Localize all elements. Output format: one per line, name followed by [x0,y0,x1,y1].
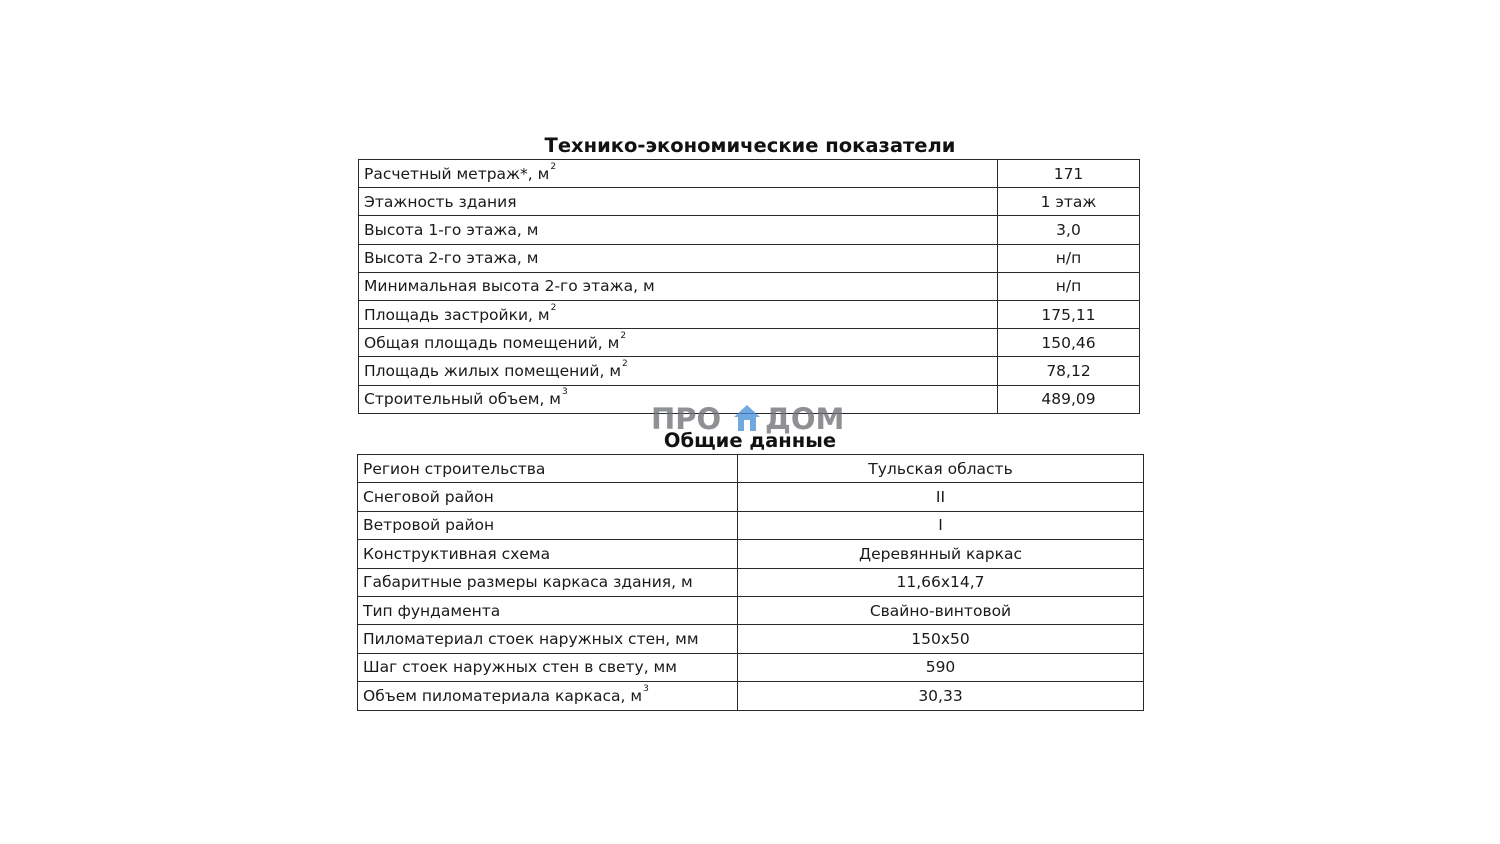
row-label-cell [358,455,738,483]
table-row [359,244,1140,272]
table-row [359,300,1140,328]
row-label: Строительный объем, м [364,390,561,409]
table-row [358,540,1144,568]
row-label: Объем пиломатериала каркаса, м [363,686,643,705]
row-label-cell [359,357,998,385]
row-value: 171 [998,160,1140,188]
unit-exponent: 2 [622,358,628,369]
row-value: н/п [998,244,1140,272]
table-row [358,682,1144,710]
row-label-cell [359,216,998,244]
row-label-cell [359,160,998,188]
row-label: Пиломатериал стоек наружных стен, мм [363,630,699,649]
row-label: Высота 2-го этажа, м [364,249,539,268]
row-label: Снеговой район [363,488,494,507]
table-row [358,568,1144,596]
table-row [359,329,1140,357]
tech-econ-table [358,159,1140,414]
row-label: Высота 1-го этажа, м [364,220,539,239]
row-value: Свайно-винтовой [738,596,1144,624]
row-value: 1 этаж [998,188,1140,216]
table-row [358,596,1144,624]
row-label: Площадь застройки, м [364,305,550,324]
row-label-cell [358,682,738,710]
row-label-cell [359,188,998,216]
watermark-text-right: ДОМ [765,402,845,436]
table-row [359,216,1140,244]
row-value: 489,09 [998,385,1140,413]
general-data-title: Общие данные [663,429,837,452]
row-label-cell [358,511,738,539]
table-row [358,483,1144,511]
unit-exponent: 3 [562,387,568,398]
table-row [359,272,1140,300]
row-value: 11,66x14,7 [738,568,1144,596]
row-label-cell [359,272,998,300]
row-label: Регион строительства [363,459,546,478]
row-value: 150,46 [998,329,1140,357]
table-row [359,160,1140,188]
row-label: Площадь жилых помещений, м [364,361,622,380]
row-label: Этажность здания [364,192,517,211]
row-label: Минимальная высота 2-го этажа, м [364,277,655,296]
row-label-cell [359,244,998,272]
row-label: Шаг стоек наружных стен в свету, мм [363,658,677,677]
watermark-text-left: ПРО [651,402,722,436]
table-row [358,625,1144,653]
table-row [358,653,1144,681]
row-label-cell [359,329,998,357]
row-value: 3,0 [998,216,1140,244]
row-value: Деревянный каркас [738,540,1144,568]
unit-exponent: 2 [620,330,627,341]
row-label-cell [358,653,738,681]
row-label: Габаритные размеры каркаса здания, м [363,573,693,592]
table-row [359,357,1140,385]
row-label: Общая площадь помещений, м [364,333,620,352]
tech-econ-title: Технико-экономические показатели [544,134,956,157]
row-value: 590 [738,653,1144,681]
row-label-cell [358,568,738,596]
row-value: 30,33 [738,682,1144,710]
unit-exponent: 3 [643,683,649,694]
row-label: Конструктивная схема [363,544,551,563]
row-value: Тульская область [738,455,1144,483]
row-label: Тип фундамента [363,601,501,620]
general-data-table [357,454,1144,711]
row-value: 150x50 [738,625,1144,653]
row-label-cell [358,540,738,568]
unit-exponent: 2 [550,302,557,313]
row-value: н/п [998,272,1140,300]
row-label-cell [358,483,738,511]
table-row [358,455,1144,483]
row-value: 78,12 [998,357,1140,385]
table-row [358,511,1144,539]
row-label: Ветровой район [363,516,495,535]
unit-exponent: 2 [550,161,557,172]
row-value: I [738,511,1144,539]
table-row [359,188,1140,216]
row-value: II [738,483,1144,511]
row-label-cell [358,625,738,653]
row-label-cell [359,300,998,328]
row-value: 175,11 [998,300,1140,328]
row-label: Расчетный метраж*, м [364,164,550,183]
row-label-cell [358,596,738,624]
